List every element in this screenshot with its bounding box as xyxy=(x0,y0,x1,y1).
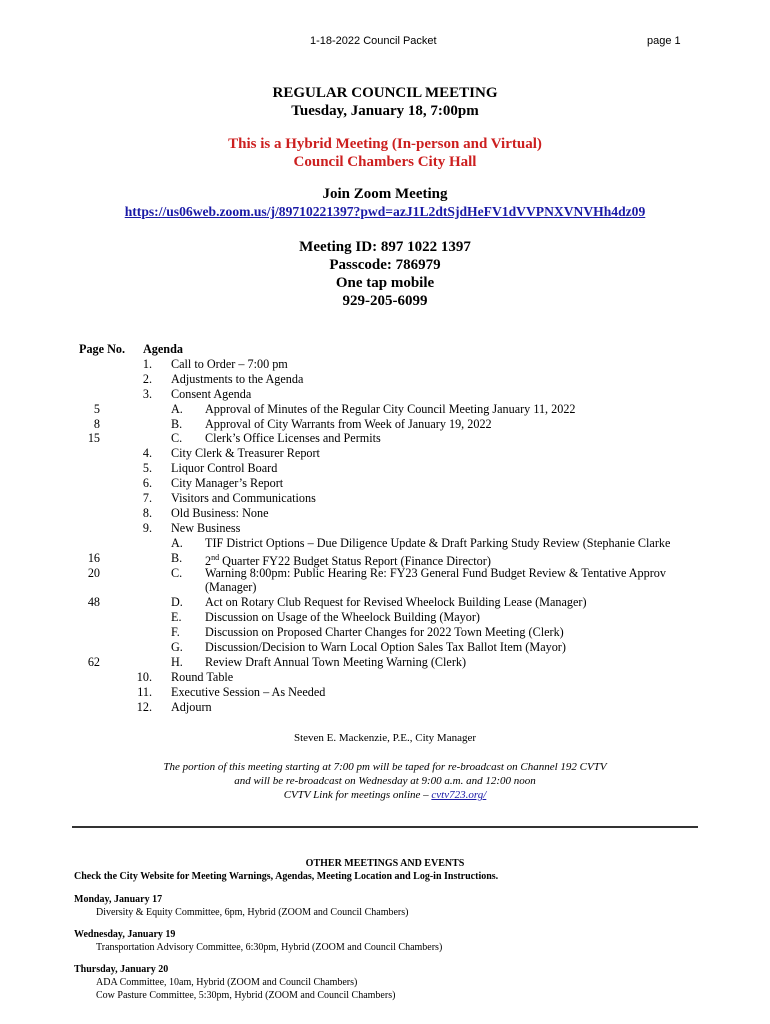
agenda-item xyxy=(0,640,770,655)
agenda-item-text: City Clerk & Treasurer Report xyxy=(171,446,320,461)
agenda-subitem-text: TIF District Options – Due Diligence Update & Draft Parking Study Review (Stephanie Clarke xyxy=(205,535,671,550)
meeting-id: Meeting ID: 897 1022 1397 xyxy=(299,239,471,255)
agenda-subitem-text: 2nd Quarter FY22 Budget Status Report (Finance Director) xyxy=(205,552,491,568)
agenda-item-number: 11. xyxy=(137,684,152,699)
agenda-item xyxy=(0,431,770,446)
agenda-item-text: Adjourn xyxy=(171,699,212,714)
agenda-item xyxy=(0,476,770,491)
agenda-item-text: New Business xyxy=(171,520,241,535)
other-meetings-heading: OTHER MEETINGS AND EVENTS xyxy=(305,858,465,869)
agenda-subitem-letter: C. xyxy=(171,565,183,580)
agenda-subitem-letter: B. xyxy=(171,416,183,431)
agenda-item-number: 3. xyxy=(142,386,152,401)
agenda-item xyxy=(0,566,770,581)
agenda-item-number: 6. xyxy=(142,476,152,491)
agenda-item xyxy=(0,655,770,670)
agenda-item-number: 12. xyxy=(136,699,152,714)
agenda-item xyxy=(0,595,770,610)
website-instruction: Check the City Website for Meeting Warnings, Agendas, Meeting Location and Log-in Instructions. xyxy=(74,871,499,882)
event-day: Monday, January 17 xyxy=(74,894,163,905)
agenda-item-number: 4. xyxy=(142,446,152,461)
agenda-item-text: City Manager’s Report xyxy=(171,476,284,491)
agenda-item-number: 7. xyxy=(142,491,152,505)
cvtv-link-prefix: CVTV Link for meetings online – xyxy=(283,789,432,801)
agenda-page-number: 62 xyxy=(87,654,100,669)
broadcast-line-3 xyxy=(0,788,770,802)
agenda-item xyxy=(0,580,770,595)
agenda-item xyxy=(0,685,770,700)
agenda-subitem-letter: B. xyxy=(171,550,183,565)
agenda-item xyxy=(0,610,770,625)
agenda-item xyxy=(0,551,770,566)
agenda-item xyxy=(0,625,770,640)
agenda-item-text: Old Business: None xyxy=(171,505,269,520)
agenda-item xyxy=(0,372,770,387)
agenda-item xyxy=(0,417,770,432)
agenda-subitem-letter: D. xyxy=(171,595,183,610)
agenda-subitem-letter: F. xyxy=(171,625,180,640)
agenda-subitem-text: (Manager) xyxy=(205,580,257,595)
cvtv-link[interactable]: cvtv723.org/ xyxy=(431,789,487,801)
passcode: Passcode: 786979 xyxy=(329,257,441,273)
event-item: Cow Pasture Committee, 5:30pm, Hybrid (ZOOM and Council Chambers) xyxy=(96,990,396,1001)
phone-number: 929-205-6099 xyxy=(342,293,428,309)
meeting-date: Tuesday, January 18, 7:00pm xyxy=(291,103,479,119)
page-number: page 1 xyxy=(647,35,681,47)
agenda-item xyxy=(0,700,770,715)
agenda-page-number: 48 xyxy=(87,595,100,610)
event-day: Wednesday, January 19 xyxy=(74,929,176,940)
agenda-subitem-text: Approval of City Warrants from Week of January 19, 2022 xyxy=(205,416,492,431)
agenda-page-number: 5 xyxy=(93,401,100,416)
agenda-page-number: 15 xyxy=(87,431,100,446)
agenda-page-number: 20 xyxy=(87,565,100,580)
page-no-header: Page No. xyxy=(79,342,126,356)
agenda-item-text: Executive Session – As Needed xyxy=(171,684,326,699)
meeting-title: REGULAR COUNCIL MEETING xyxy=(272,85,498,101)
agenda-item xyxy=(0,491,770,506)
agenda-item-text: Adjustments to the Agenda xyxy=(171,371,304,386)
agenda-item xyxy=(0,461,770,476)
agenda-item-text: Call to Order – 7:00 pm xyxy=(171,356,288,371)
signature: Steven E. Mackenzie, P.E., City Manager xyxy=(293,732,477,744)
agenda-subitem-letter: G. xyxy=(171,640,183,654)
agenda-item xyxy=(0,521,770,536)
agenda-item-text: Consent Agenda xyxy=(171,386,252,401)
agenda-page-number: 16 xyxy=(87,550,100,565)
agenda-item-text: Visitors and Communications xyxy=(171,491,316,505)
agenda-item xyxy=(0,387,770,402)
agenda-subitem-text: Clerk’s Office Licenses and Permits xyxy=(205,431,381,446)
agenda-item-text: Liquor Control Board xyxy=(171,461,278,476)
agenda-subitem-letter: A. xyxy=(171,401,183,416)
broadcast-line-1: The portion of this meeting starting at 7:00 pm will be taped for re-broadcast on Channel 192 CVTV xyxy=(163,761,607,773)
event-item: ADA Committee, 10am, Hybrid (ZOOM and Council Chambers) xyxy=(96,977,358,988)
zoom-join-label: Join Zoom Meeting xyxy=(322,186,448,202)
agenda-item xyxy=(0,446,770,461)
agenda-subitem-letter: H. xyxy=(171,654,183,669)
agenda-item-number: 8. xyxy=(142,505,152,520)
agenda-heading: Agenda xyxy=(143,342,183,356)
meeting-location: Council Chambers City Hall xyxy=(293,154,477,170)
agenda-item-number: 10. xyxy=(136,669,152,684)
agenda-item-number: 2. xyxy=(142,371,152,386)
agenda-item xyxy=(0,402,770,417)
agenda-item xyxy=(0,357,770,372)
agenda-item xyxy=(0,536,770,551)
packet-title: 1-18-2022 Council Packet xyxy=(310,35,437,47)
agenda-item-number: 5. xyxy=(142,461,152,476)
agenda-item-text: Round Table xyxy=(171,669,234,684)
event-item: Transportation Advisory Committee, 6:30pm, Hybrid (ZOOM and Council Chambers) xyxy=(96,942,443,953)
hybrid-notice: This is a Hybrid Meeting (In-person and Virtual) xyxy=(228,136,542,152)
agenda-page-number: 8 xyxy=(93,416,100,431)
agenda-subitem-text: Approval of Minutes of the Regular City Council Meeting January 11, 2022 xyxy=(205,401,576,416)
broadcast-line-2: and will be re-broadcast on Wednesday at 9:00 a.m. and 12:00 noon xyxy=(234,775,536,787)
agenda-subitem-letter: C. xyxy=(171,431,183,446)
agenda-subitem-letter: E. xyxy=(171,610,182,625)
agenda-item xyxy=(0,670,770,685)
agenda-item xyxy=(0,506,770,521)
agenda-subitem-letter: A. xyxy=(171,535,183,550)
agenda-subitem-text: Discussion on Proposed Charter Changes for 2022 Town Meeting (Clerk) xyxy=(205,625,564,640)
divider xyxy=(72,826,698,828)
event-day: Thursday, January 20 xyxy=(74,964,169,975)
agenda-subitem-text: Review Draft Annual Town Meeting Warning (Clerk) xyxy=(205,654,467,669)
zoom-link[interactable]: https://us06web.zoom.us/j/89710221397?pwd=azJ1L2dtSjdHeFV1dVVPNXVNVHh4dz09 xyxy=(124,204,646,219)
agenda-subitem-text: Discussion/Decision to Warn Local Option Sales Tax Ballot Item (Mayor) xyxy=(205,640,566,654)
one-tap-label: One tap mobile xyxy=(335,275,435,291)
event-item: Diversity & Equity Committee, 6pm, Hybrid (ZOOM and Council Chambers) xyxy=(96,907,409,918)
agenda-section xyxy=(0,342,770,722)
agenda-subitem-text: Discussion on Usage of the Wheelock Building (Mayor) xyxy=(205,610,480,625)
agenda-item-number: 9. xyxy=(142,520,152,535)
agenda-item-number: 1. xyxy=(142,356,152,371)
agenda-subitem-text: Act on Rotary Club Request for Revised Wheelock Building Lease (Manager) xyxy=(205,595,587,610)
agenda-subitem-text: Warning 8:00pm: Public Hearing Re: FY23 General Fund Budget Review & Tentative Approv xyxy=(205,565,666,580)
